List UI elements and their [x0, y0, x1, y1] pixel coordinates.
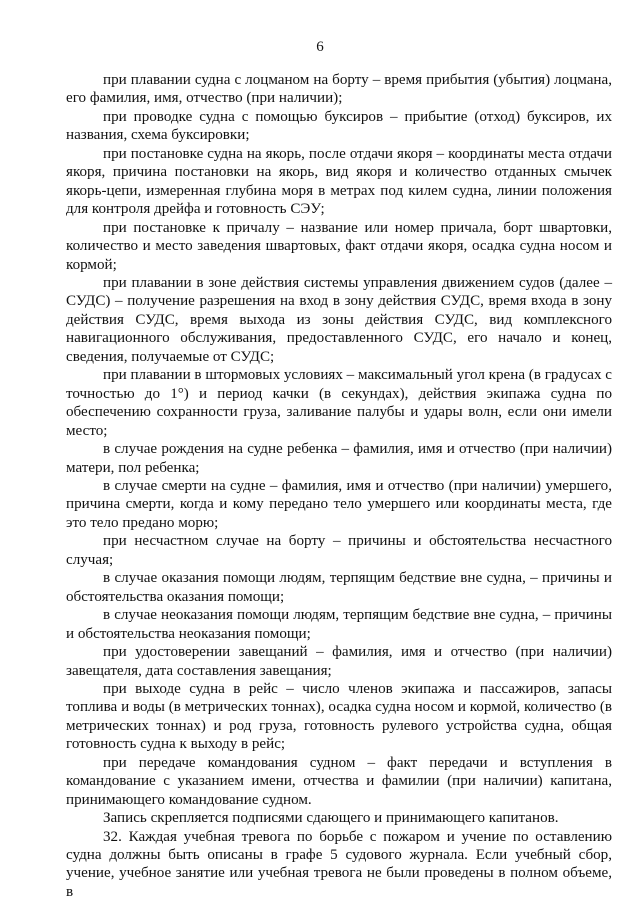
paragraph-pilot: при плавании судна с лоцманом на борту – время прибытия (убытия) лоцмана, его фамилия, имя, отчество (при наличии);	[66, 72, 612, 107]
document-body	[66, 71, 612, 901]
paragraph-wills: при удостоверении завещаний – фамилия, имя и отчество (при наличии) завещателя, дата составления завещания;	[66, 644, 612, 679]
page-number: 6	[316, 39, 324, 55]
paragraph-vts: при плавании в зоне действия системы управления движением судов (далее – СУДС) – получение разрешения на вход в зону действия СУДС, время входа в зону действия СУДС, время выхода из зоны действия СУДС, вид комплексного навигационного обслуживания, предоставленного СУДС, его начало и конец, сведения, получаемые от СУДС;	[66, 274, 612, 365]
paragraph-accident: при несчастном случае на борту – причины и обстоятельства несчастного случая;	[66, 533, 612, 568]
paragraph-voyage-departure: при выходе судна в рейс – число членов экипажа и пассажиров, запасы топлива и воды (в метрических тоннах), осадка судна носом и кормой, количество (в метрических тоннах) и род груза, готовность рулевого устройства судна, общая готовность судна к выходу в рейс;	[66, 680, 612, 753]
paragraph-signatures: Запись скрепляется подписями сдающего и принимающего капитанов.	[103, 810, 559, 827]
paragraph-command-transfer: при передаче командования судном – факт передачи и вступления в командование с указанием имени, отчества и фамилии (при наличии) капитана, принимающего командование судном.	[66, 754, 612, 808]
paragraph-anchoring: при постановке судна на якорь, после отдачи якоря – координаты места отдачи якоря, причина постановки на якорь, вид якоря и количество отданных смычек якорь-цепи, измеренная глубина моря в метрах под килем судна, линии положения для контроля дрейфа и готовность СЭУ;	[66, 145, 612, 218]
paragraph-death: в случае смерти на судне – фамилия, имя и отчество (при наличии) умершего, причина смерти, когда и кому передано тело умершего или координаты места, где это тело предано морю;	[66, 477, 612, 531]
paragraph-no-assistance: в случае неоказания помощи людям, терпящим бедствие вне судна, – причины и обстоятельства неоказания помощи;	[66, 607, 612, 642]
paragraph-assistance: в случае оказания помощи людям, терпящим бедствие вне судна, – причины и обстоятельства оказания помощи;	[66, 570, 612, 605]
paragraph-item-32: 32. Каждая учебная тревога по борьбе с пожаром и учение по оставлению судна должны быть описаны в графе 5 судового журнала. Если учебный сбор, учение, учебное занятие или учебная тревога не были проведены в полном объеме, в	[66, 828, 612, 900]
paragraph-tugs: при проводке судна с помощью буксиров – прибытие (отход) буксиров, их названия, схема буксировки;	[66, 108, 612, 144]
paragraph-birth: в случае рождения на судне ребенка – фамилия, имя и отчество (при наличии) матери, пол ребенка;	[66, 441, 612, 476]
paragraph-berthing: при постановке к причалу – название или номер причала, борт швартовки, количество и место заведения швартовых, факт отдачи якоря, осадка судна носом и кормой;	[66, 219, 612, 273]
paragraph-storm: при плавании в штормовых условиях – максимальный угол крена (в градусах с точностью до 1°) и период качки (в секундах), действия экипажа судна по обеспечению сохранности груза, заливание палубы и удары волн, если они имели место;	[66, 367, 612, 439]
